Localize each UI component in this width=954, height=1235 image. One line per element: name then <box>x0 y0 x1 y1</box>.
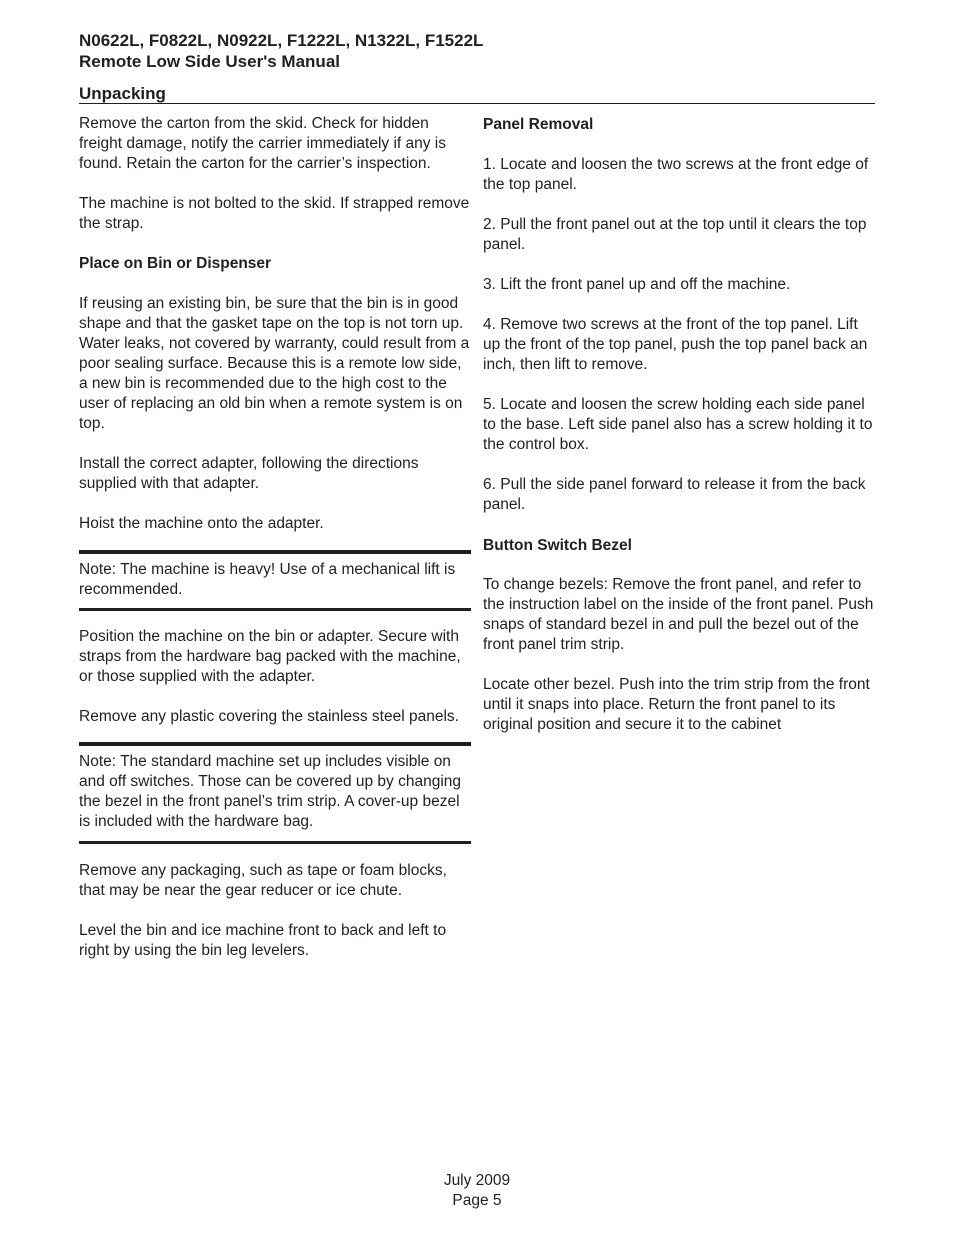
note-switches <box>79 742 471 844</box>
manual-title: Remote Low Side User's Manual <box>79 52 340 71</box>
paragraph-plastic: Remove any plastic covering the stainless steel panels. <box>79 708 459 725</box>
note-heavy-machine-text: Note: The machine is heavy! Use of a mechanical lift is recommended. <box>79 561 456 598</box>
step-4: 4. Remove two screws at the front of the top panel. Lift up the front of the top panel, push the top panel back an inch, then lift to remove. <box>483 316 868 373</box>
step-2: 2. Pull the front panel out at the top until it clears the top panel. <box>483 216 867 253</box>
paragraph-hoist: Hoist the machine onto the adapter. <box>79 515 324 532</box>
step-6: 6. Pull the side panel forward to release it from the back panel. <box>483 476 866 513</box>
right-column <box>483 115 878 735</box>
model-list-heading: N0622L, F0822L, N0922L, F1222L, N1322L, F1522L <box>79 31 484 50</box>
heading-place-on-bin: Place on Bin or Dispenser <box>79 255 272 272</box>
paragraph-position: Position the machine on the bin or adapter. Secure with straps from the hardware bag packed with the machine, or those supplied with the adapter. <box>79 628 461 685</box>
paragraph-adapter: Install the correct adapter, following the directions supplied with that adapter. <box>79 455 419 492</box>
footer-page-number: Page 5 <box>452 1192 502 1209</box>
step-3: 3. Lift the front panel up and off the machine. <box>483 276 791 293</box>
paragraph-other-bezel: Locate other bezel. Push into the trim strip from the front until it snaps into place. Return the front panel to its original position and secure it to the cabinet <box>483 676 870 733</box>
paragraph-skid: The machine is not bolted to the skid. If strapped remove the strap. <box>79 195 470 232</box>
paragraph-change-bezels: To change bezels: Remove the front panel, and refer to the instruction label on the inside of the front panel. Push snaps of standard bezel in and pull the bezel out of the front panel trim strip. <box>483 576 874 653</box>
step-1: 1. Locate and loosen the two screws at the front edge of the top panel. <box>483 156 869 193</box>
paragraph-existing-bin: If reusing an existing bin, be sure that the bin is in good shape and that the gasket tape on the top is not torn up. Water leaks, not covered by warranty, could result from a poor sealing surface. Because this is a remote low side, a new bin is recommended due to the high cost to the user of replacing an old bin when a remote system is on top. <box>79 295 470 432</box>
note-heavy-machine <box>79 550 471 611</box>
paragraph-carton: Remove the carton from the skid. Check for hidden freight damage, notify the carrier immediately if any is found. Retain the carton for the carrier’s inspection. <box>79 115 446 172</box>
footer-date: July 2009 <box>443 1172 511 1189</box>
left-column <box>79 114 471 961</box>
note-switches-text: Note: The standard machine set up includes visible on and off switches. Those can be covered up by changing the bezel in the front panel’s trim strip. A cover-up bezel is included with the hardware bag. <box>79 753 462 830</box>
paragraph-level: Level the bin and ice machine front to back and left to right by using the bin leg levelers. <box>79 922 447 959</box>
section-divider <box>79 103 875 104</box>
step-5: 5. Locate and loosen the screw holding each side panel to the base. Left side panel also has a screw holding it to the control box. <box>483 396 873 453</box>
heading-button-switch-bezel: Button Switch Bezel <box>483 537 632 554</box>
section-title: Unpacking <box>79 84 166 103</box>
heading-panel-removal: Panel Removal <box>483 116 594 133</box>
paragraph-packaging: Remove any packaging, such as tape or foam blocks, that may be near the gear reducer or ice chute. <box>79 862 447 899</box>
